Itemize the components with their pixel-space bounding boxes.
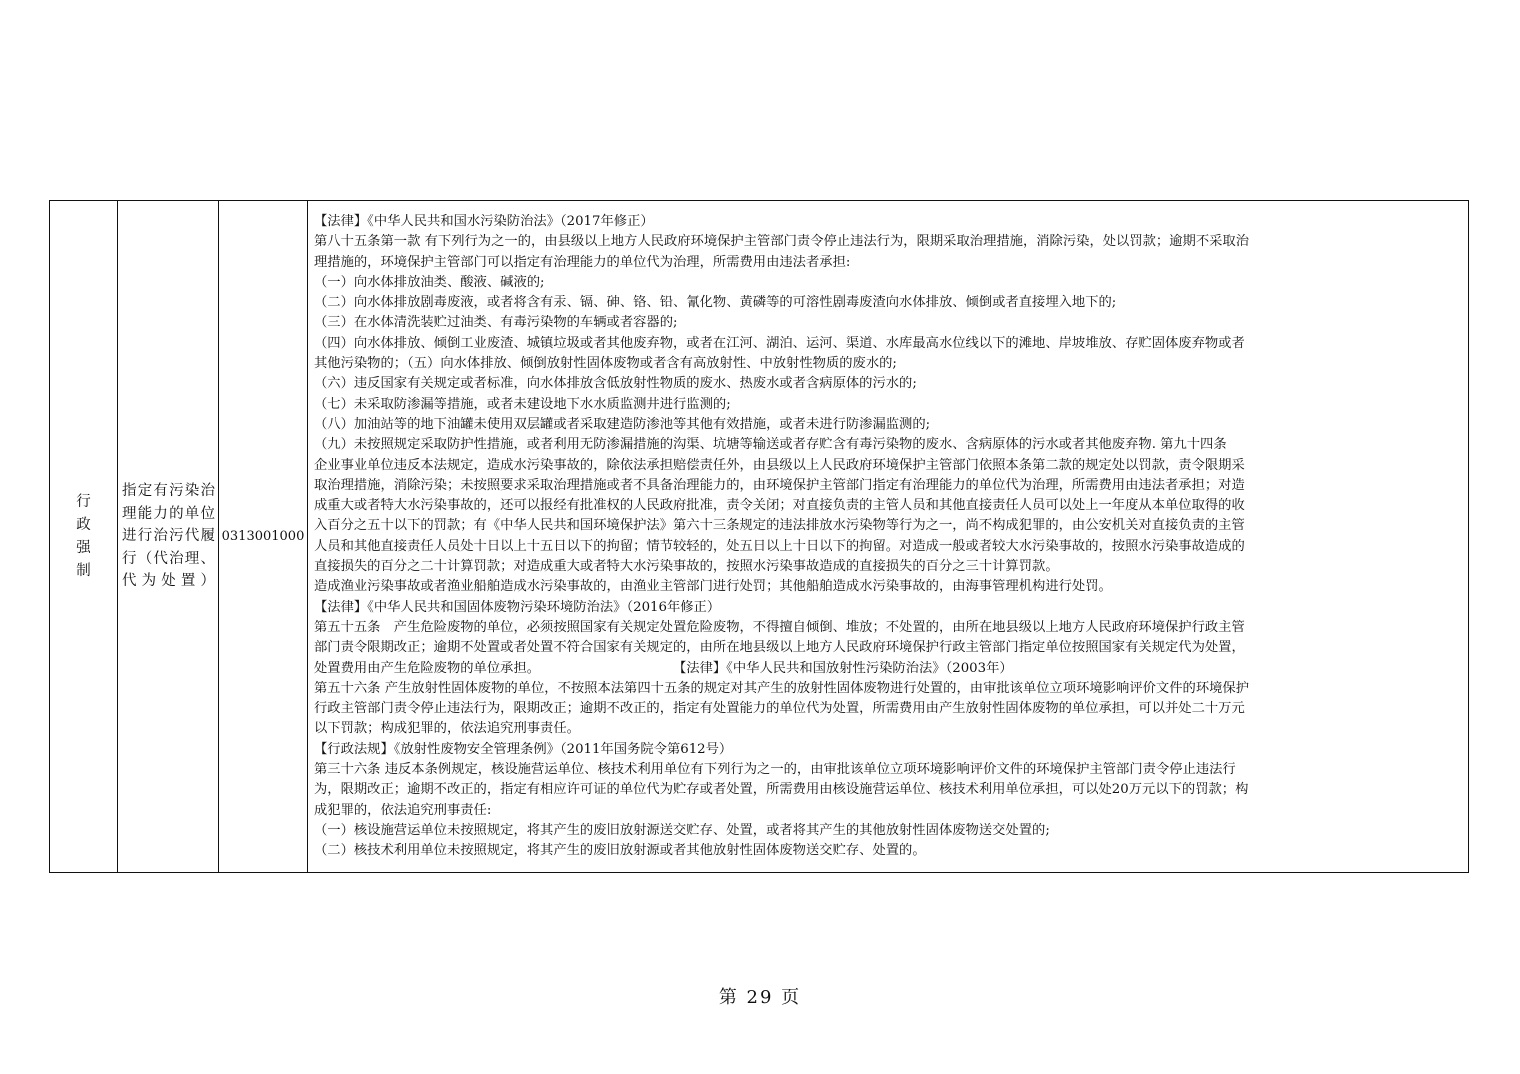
legal-basis-line: （七）未采取防渗漏等措施，或者未建设地下水水质监测井进行监测的; [314,396,731,412]
document-table [49,200,1469,873]
legal-basis-line: （九）未按照规定采取防护性措施，或者利用无防渗漏措施的沟渠、坑塘等输送或者存贮含有毒污染物的废水、含病原体的污水或者其他废弃物. 第九十四条 [314,437,1227,453]
legal-basis-line: 企业事业单位违反本法规定，造成水污染事故的，除依法承担赔偿责任外，由县级以上人民政府环境保护主管部门依照本条第二款的规定处以罚款，责令限期采 [314,457,1245,473]
category-cell [50,201,118,873]
legal-basis-line: （四）向水体排放、倾倒工业废渣、城镇垃圾或者其他废弃物，或者在江河、湖泊、运河、渠道、水库最高水位线以下的滩地、岸坡堆放、存贮固体废弃物或者 [314,335,1245,351]
legal-basis-line: 以下罚款；构成犯罪的，依法追究刑事责任。 [314,721,580,737]
legal-basis-line: 其他污染物的；（五）向水体排放、倾倒放射性固体废物或者含有高放射性、中放射性物质的废水的; [314,356,897,372]
legal-basis-line: （二）核技术利用单位未按照规定，将其产生的废旧放射源或者其他放射性固体废物送交贮存、处置的。 [314,843,926,859]
legal-basis-text [308,201,1468,862]
legal-basis-line: 理措施的，环境保护主管部门可以指定有治理能力的单位代为治理，所需费用由违法者承担: [314,254,851,270]
legal-basis-line: 第八十五条第一款 有下列行为之一的，由县级以上地方人民政府环境保护主管部门责令停止违法行为，限期采取治理措施，消除污染，处以罚款；逾期不采取治 [314,234,1250,250]
legal-basis-line: 第三十六条 违反本条例规定，核设施营运单位、核技术利用单位有下列行为之一的，由审批该单位立项环境影响评价文件的环境保护主管部门责令停止违法行 [314,762,1236,778]
legal-basis-line: （三）在水体清洗装贮过油类、有毒污染物的车辆或者容器的; [314,315,678,331]
legal-basis-line: 为，限期改正；逾期不改正的，指定有相应许可证的单位代为贮存或者处置，所需费用由核设施营运单位、核技术利用单位承担，可以处20万元以下的罚款；构 [314,782,1249,798]
legal-basis-line: （六）违反国家有关规定或者标准，向水体排放含低放射性物质的废水、热废水或者含病原体的污水的; [314,376,917,392]
legal-basis-line: （二）向水体排放剧毒废液，或者将含有汞、镉、砷、铬、铅、氰化物、黄磷等的可溶性剧毒废渣向水体排放、倾倒或者直接埋入地下的; [314,295,1117,311]
page-number: 第 29 页 [718,987,802,1008]
legal-basis-line: 直接损失的百分之二十计算罚款；对造成重大或者特大水污染事故的，按照水污染事故造成的直接损失的百分之三十计算罚款。 [314,559,1059,575]
legal-basis-line: 人员和其他直接责任人员处十日以上十五日以下的拘留；情节较轻的，处五日以上十日以下的拘留。对造成一般或者较大水污染事故的，按照水污染事故造成的 [314,538,1245,554]
legal-basis-line: （一）核设施营运单位未按照规定，将其产生的废旧放射源送交贮存、处置，或者将其产生的其他放射性固体废物送交处置的; [314,822,1050,838]
legal-basis-line: 取治理措施，消除污染；未按照要求采取治理措施或者不具备治理能力的，由环境保护主管部门指定有治理能力的单位代为治理，所需费用由违法者承担；对造 [314,477,1245,493]
item-code-cell [219,201,308,873]
legal-basis-line: （八）加油站等的地下油罐未使用双层罐或者采取建造防渗池等其他有效措施，或者未进行防渗漏监测的; [314,416,931,432]
legal-basis-line: 【法律】《中华人民共和国固体废物污染环境防治法》（2016年修正） [314,599,721,615]
table-row [50,201,1469,873]
item-name-text: 指定有污染治理能力的单位进行治污代履行（代治理、代为处置） [122,483,215,590]
legal-basis-line: 第五十六条 产生放射性固体废物的单位，不按照本法第四十五条的规定对其产生的放射性固体废物进行处置的，由审批该单位立项环境影响评价文件的环境保护 [314,680,1250,696]
item-code-text: 0313001000 [221,529,305,544]
legal-basis-cell [308,201,1469,873]
legal-basis-line: 造成渔业污染事故或者渔业船舶造成水污染事故的，由渔业主管部门进行处罚；其他船舶造成水污染事故的，由海事管理机构进行处罚。 [314,579,1112,595]
legal-basis-line: 处置费用由产生危险废物的单位承担。 【法律】《中华人民共和国放射性污染防治法》（2003年） [314,660,1013,676]
legal-basis-line: 第五十五条 产生危险废物的单位，必须按照国家有关规定处置危险废物，不得擅自倾倒、堆放；不处置的，由所在地县级以上地方人民政府环境保护行政主管 [314,619,1245,635]
legal-basis-line: 入百分之五十以下的罚款；有《中华人民共和国环境保护法》第六十三条规定的违法排放水污染物等行为之一，尚不构成犯罪的，由公安机关对直接负责的主管 [314,518,1245,534]
legal-basis-line: 成犯罪的，依法追究刑事责任: [314,802,492,818]
legal-basis-line: 部门责令限期改正；逾期不处置或者处置不符合国家有关规定的，由所在地县级以上地方人民政府环境保护行政主管部门指定单位按照国家有关规定代为处置， [314,640,1245,656]
category-text: 行政强制 [76,493,91,579]
legal-basis-line: 成重大或者特大水污染事故的，还可以报经有批准权的人民政府批准，责令关闭；对直接负责的主管人员和其他直接责任人员可以处上一年度从本单位取得的收 [314,498,1245,514]
legal-basis-line: 行政主管部门责令停止违法行为，限期改正；逾期不改正的，指定有处置能力的单位代为处置，所需费用由产生放射性固体废物的单位承担，可以并处二十万元 [314,701,1245,717]
legal-basis-line: （一）向水体排放油类、酸液、碱液的; [314,274,545,290]
legal-basis-line: 【行政法规】《放射性废物安全管理条例》（2011年国务院令第612号） [314,741,733,757]
item-name-cell [118,201,219,873]
legal-basis-line: 【法律】《中华人民共和国水污染防治法》（2017年修正） [314,214,654,229]
